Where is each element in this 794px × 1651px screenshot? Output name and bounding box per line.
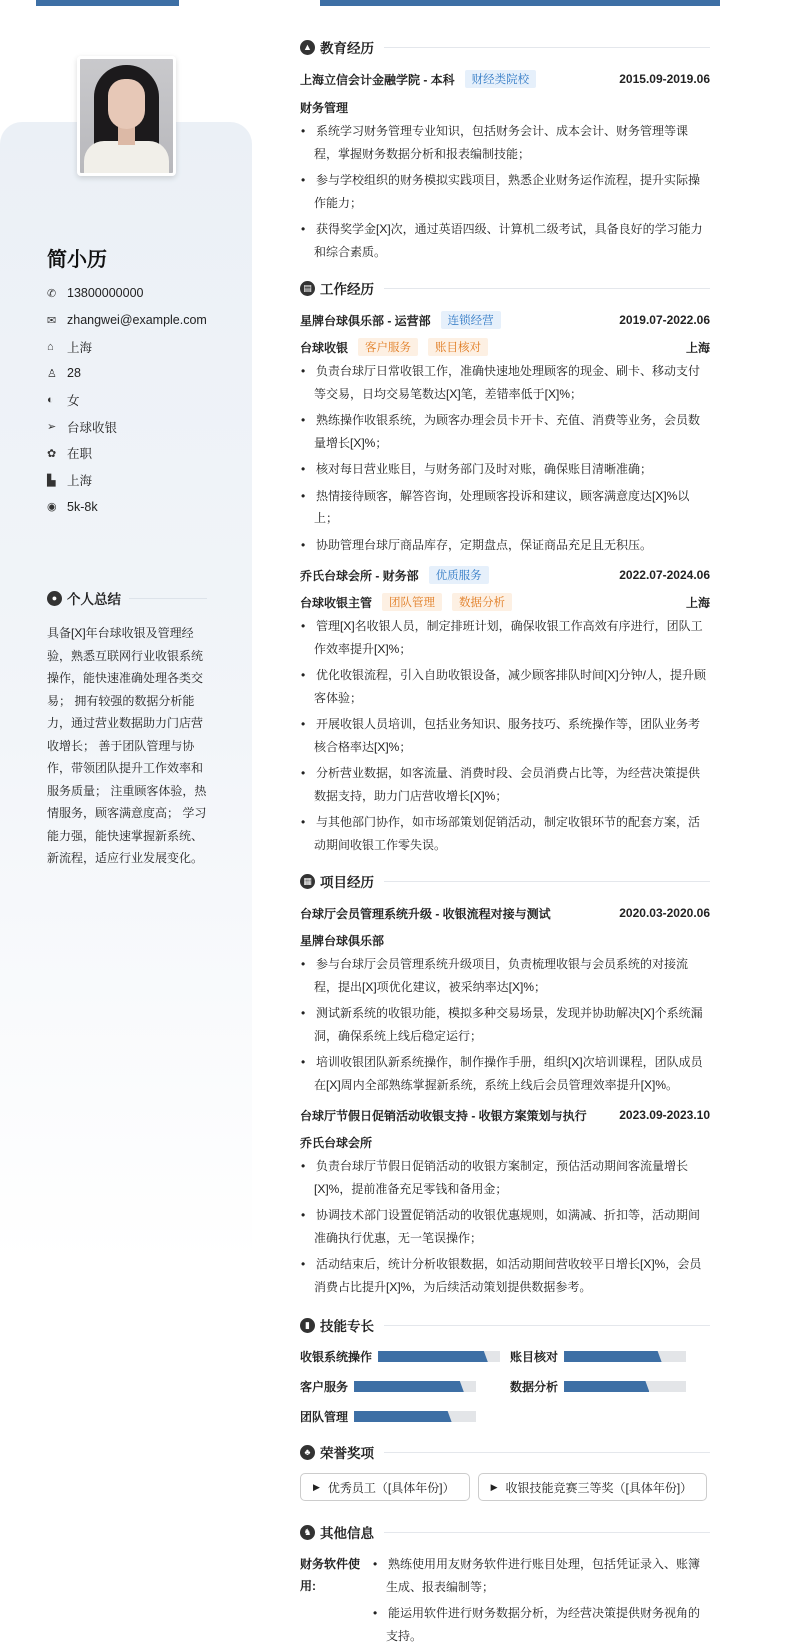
date-range: 2022.07-2024.06 — [619, 568, 710, 582]
info-value: 上海 — [67, 340, 93, 355]
organization: 星牌台球俱乐部 — [300, 933, 385, 948]
info-row — [47, 307, 207, 334]
skill-bar — [354, 1411, 476, 1422]
section-title: 教育经历 — [320, 41, 374, 56]
bullet-list — [300, 360, 710, 556]
skill-bar — [564, 1381, 686, 1392]
divider — [384, 881, 710, 882]
status-icon: ✿ — [47, 447, 57, 460]
project-name: 台球厅会员管理系统升级 - 收银流程对接与测试 — [300, 906, 551, 921]
info-row — [47, 413, 207, 440]
date-range: 2023.09-2023.10 — [619, 1108, 710, 1122]
candidate-name: 简小历 — [47, 249, 107, 271]
section-title: 其他信息 — [320, 1526, 374, 1541]
list-item: • 热情接待顾客，解答咨询，处理顾客投诉和建议，顾客满意度达[X]%以上； — [300, 485, 710, 530]
skill-item — [510, 1346, 710, 1367]
skill-item — [300, 1376, 510, 1397]
gender-icon: ◐ — [47, 394, 54, 407]
divider — [384, 1532, 710, 1533]
organization: 乔氏台球会所 — [300, 1135, 373, 1150]
school-name: 上海立信会计金融学院 - 本科 — [300, 72, 455, 87]
list-item: • 负责台球厅节假日促销活动的收银方案制定，预估活动期间客流量增长[X]%，提前准备充足零钱和备用金； — [300, 1155, 710, 1200]
org-row — [300, 1131, 710, 1153]
company-name: 星牌台球俱乐部 - 运营部 — [300, 313, 431, 328]
honor-badge — [300, 1473, 470, 1501]
info-value: zhangwei@example.com — [67, 313, 207, 328]
info-row — [47, 467, 207, 494]
list-item: • 熟练使用用友财务软件进行账目处理，包括凭证录入、账簿生成、报表编制等； — [372, 1553, 710, 1598]
list-item: • 协调技术部门设置促销活动的收银优惠规则，如满减、折扣等，活动期间准确执行优惠，无一笔误操作； — [300, 1204, 710, 1249]
skill-name: 收银系统操作 — [300, 1350, 373, 1364]
avatar-photo — [77, 56, 176, 176]
contact-info — [47, 280, 207, 520]
role-tag: 账目核对 — [428, 338, 488, 356]
building-icon: ▙ — [47, 474, 56, 487]
honor-label: 收银技能竞赛三等奖（[具体年份]） — [505, 1480, 693, 1495]
skill-bar — [378, 1351, 500, 1362]
project-row — [300, 902, 710, 924]
info-row — [47, 494, 207, 521]
company-name: 乔氏台球会所 - 财务部 — [300, 568, 419, 583]
list-item: • 培训收银团队新系统操作，制作操作手册，组织[X]次培训课程，团队成员在[X]周内全部熟练掌握新系统，系统上线后会员管理效率提升[X]%。 — [300, 1051, 710, 1096]
skill-item — [510, 1376, 710, 1397]
city: 上海 — [685, 340, 710, 355]
date-range: 2020.03-2020.06 — [619, 906, 710, 920]
chart-icon: ▮ — [300, 1318, 315, 1333]
grid-icon: ▦ — [300, 874, 315, 889]
honors-list — [300, 1473, 710, 1501]
skill-bar — [354, 1381, 476, 1392]
other-heading — [300, 1521, 710, 1543]
list-item: • 参与台球厅会员管理系统升级项目，负责梳理收银与会员系统的对接流程，提出[X]项优化建议，被采纳率达[X]%； — [300, 953, 710, 998]
role-row — [300, 336, 710, 358]
skill-item — [300, 1346, 510, 1367]
honors-heading — [300, 1441, 710, 1463]
skills-grid — [300, 1346, 710, 1427]
role-tag: 数据分析 — [452, 593, 512, 611]
honor-badge — [478, 1473, 708, 1501]
divider — [384, 47, 710, 48]
list-item: • 分析营业数据，如客流量、消费时段、会员消费占比等，为经营决策提供数据支持，助力门店营收增长[X]%； — [300, 762, 710, 807]
info-value: 女 — [67, 394, 80, 409]
info-value: 28 — [67, 366, 81, 381]
bullet-list — [372, 1553, 710, 1651]
info-value: 在职 — [67, 447, 93, 462]
info-row — [47, 333, 207, 360]
top-accent-bar-right — [320, 0, 720, 6]
user-icon: ● — [47, 591, 62, 606]
info-value: 13800000000 — [67, 286, 144, 301]
info-row — [47, 440, 207, 467]
other-info — [300, 1553, 710, 1651]
projects-heading — [300, 870, 710, 892]
school-tag: 财经类院校 — [465, 70, 537, 88]
role-title: 台球收银主管 — [300, 595, 373, 610]
info-value: 台球收银 — [67, 420, 118, 435]
date-range: 2015.09-2019.06 — [619, 72, 710, 86]
award-icon: ♣ — [300, 1445, 315, 1460]
info-icon: ♞ — [300, 1525, 315, 1540]
list-item: • 熟练操作收银系统，为顾客办理会员卡开卡、充值、消费等业务，会员数量增长[X]%； — [300, 409, 710, 454]
list-item: • 系统学习财务管理专业知识，包括财务会计、成本会计、财务管理等课程，掌握财务数据分析和报表编制技能； — [300, 120, 710, 165]
city: 上海 — [685, 595, 710, 610]
work-heading — [300, 277, 710, 299]
skills-heading — [300, 1314, 710, 1336]
summary-text: 具备[X]年台球收银及管理经验，熟悉互联网行业收银系统操作，能快速准确处理各类交易； 拥有较强的数据分析能力，通过营业数据助力门店营收增长； 善于团队管理与协作，带领团队提升工作效率和服务质量； 注重顾客体验，热情服务，顾客满意度高； 学习能力强，能快速掌握新系统、新流程，适应行业发展变化。 — [47, 626, 207, 865]
info-row — [47, 387, 207, 414]
skill-bar-fill — [564, 1381, 649, 1392]
skill-item — [300, 1406, 510, 1427]
skill-name: 账目核对 — [510, 1350, 559, 1364]
home-icon: ⌂ — [47, 340, 54, 353]
role-title: 台球收银 — [300, 340, 349, 355]
play-icon: ▶ — [313, 1481, 320, 1492]
role-row — [300, 591, 710, 613]
company-tag: 连锁经营 — [441, 311, 501, 329]
section-title: 技能专长 — [320, 1319, 374, 1334]
skill-bar-fill — [564, 1351, 662, 1362]
list-item: • 与其他部门协作，如市场部策划促销活动，制定收银环节的配套方案，活动期间收银工作零失误。 — [300, 811, 710, 856]
major-row — [300, 96, 710, 118]
list-item: • 优化收银流程，引入自助收银设备，减少顾客排队时间[X]分钟/人，提升顾客体验； — [300, 664, 710, 709]
role-tag: 团队管理 — [382, 593, 442, 611]
summary-heading: ● 个人总结 — [47, 588, 207, 608]
skill-name: 客户服务 — [300, 1380, 349, 1394]
salary-icon: ◉ — [47, 501, 57, 514]
section-title: 荣誉奖项 — [320, 1446, 374, 1461]
skill-bar-fill — [354, 1381, 464, 1392]
honor-label: 优秀员工（[具体年份]） — [327, 1480, 455, 1495]
major: 财务管理 — [300, 100, 349, 115]
project-name: 台球厅节假日促销活动收银支持 - 收银方案策划与执行 — [300, 1108, 587, 1123]
send-icon: ➢ — [47, 421, 57, 434]
project-row — [300, 1104, 710, 1126]
org-row — [300, 929, 710, 951]
skill-bar — [564, 1351, 686, 1362]
phone-icon: ✆ — [47, 287, 57, 300]
education-row — [300, 68, 710, 90]
main-content — [300, 36, 710, 1651]
section-title: 项目经历 — [320, 875, 374, 890]
info-value: 上海 — [67, 474, 93, 489]
graduation-cap-icon: ▲ — [300, 40, 315, 55]
top-accent-bar-left — [36, 0, 179, 6]
date-range: 2019.07-2022.06 — [619, 313, 710, 327]
list-item: • 管理[X]名收银人员，制定排班计划，确保收银工作高效有序进行，团队工作效率提升[X]%； — [300, 615, 710, 660]
divider — [384, 288, 710, 289]
work-row — [300, 564, 710, 586]
bullet-list — [300, 1155, 710, 1298]
info-value: 5k-8k — [67, 499, 98, 514]
section-title: 工作经历 — [320, 282, 374, 297]
briefcase-icon: ▤ — [300, 281, 315, 296]
bullet-list — [300, 953, 710, 1096]
list-item: • 获得奖学金[X]次，通过英语四级、计算机二级考试，具备良好的学习能力和综合素质。 — [300, 218, 710, 263]
list-item: • 参与学校组织的财务模拟实践项目，熟悉企业财务运作流程，提升实际操作能力； — [300, 169, 710, 214]
skill-bar-fill — [378, 1351, 488, 1362]
other-label: 财务软件使用: — [300, 1557, 361, 1593]
info-row — [47, 360, 207, 387]
company-tag: 优质服务 — [429, 566, 489, 584]
list-item: • 开展收银人员培训，包括业务知识、服务技巧、系统操作等，团队业务考核合格率达[X]%； — [300, 713, 710, 758]
education-heading — [300, 36, 710, 58]
skill-bar-fill — [354, 1411, 452, 1422]
list-item: • 测试新系统的收银功能，模拟多种交易场景，发现并协助解决[X]个系统漏洞，确保系统上线后稳定运行； — [300, 1002, 710, 1047]
mail-icon: ✉ — [47, 314, 57, 327]
list-item: • 协助管理台球厅商品库存，定期盘点，保证商品充足且无积压。 — [300, 534, 710, 557]
skill-name: 团队管理 — [300, 1410, 349, 1424]
role-tag: 客户服务 — [358, 338, 418, 356]
divider — [384, 1452, 710, 1453]
skill-name: 数据分析 — [510, 1380, 559, 1394]
work-row — [300, 309, 710, 331]
bullet-list — [300, 120, 710, 263]
play-icon: ▶ — [490, 1481, 498, 1492]
list-item: • 活动结束后，统计分析收银数据，如活动期间营收较平日增长[X]%，会员消费占比提升[X]%，为后续活动策划提供数据参考。 — [300, 1253, 710, 1298]
list-item: • 能运用软件进行财务数据分析，为经营决策提供财务视角的支持。 — [372, 1602, 710, 1647]
bullet-list — [300, 615, 710, 856]
list-item: • 核对每日营业账目，与财务部门及时对账，确保账目清晰准确； — [300, 458, 710, 481]
age-icon: ♙ — [47, 367, 57, 380]
info-row — [47, 280, 207, 307]
divider — [384, 1325, 710, 1326]
list-item: • 负责台球厅日常收银工作，准确快速地处理顾客的现金、刷卡、移动支付等交易，日均交易笔数达[X]笔，差错率低于[X]%； — [300, 360, 710, 405]
